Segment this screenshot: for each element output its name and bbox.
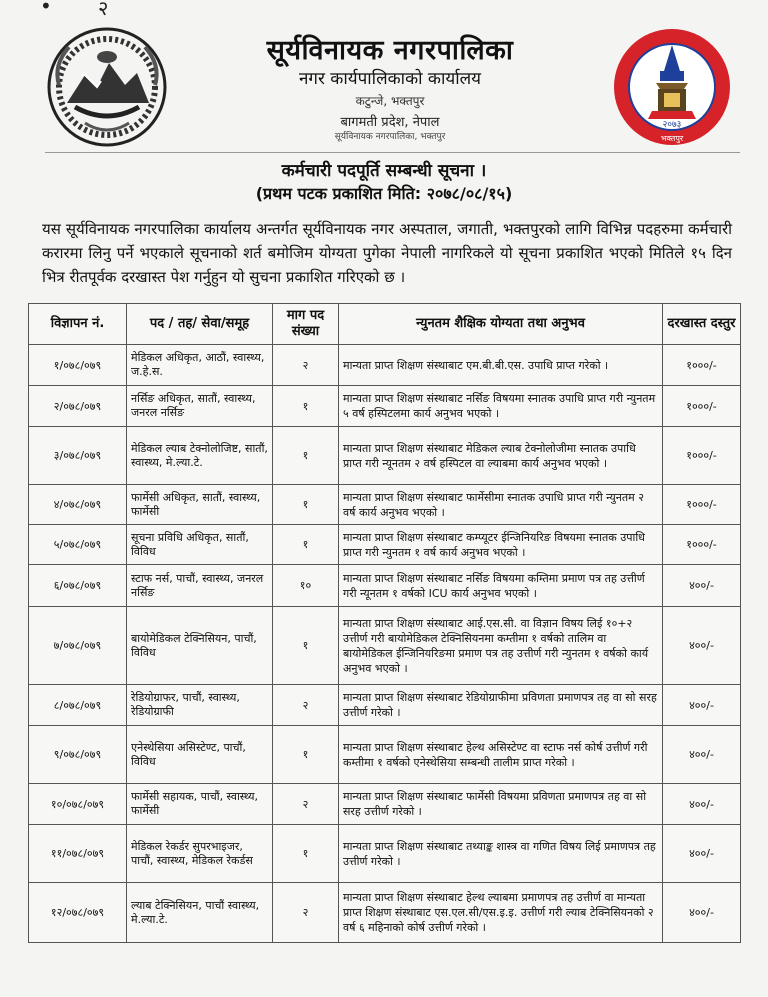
cell-demand: २: [273, 345, 339, 386]
top-left-mark: •: [40, 0, 52, 18]
cell-post: मेडिकल अधिकृत, आठौं, स्वास्थ्य, ज.हे.स.: [127, 345, 273, 386]
cell-fee: ४००/-: [663, 607, 741, 685]
cell-demand: १०: [273, 565, 339, 607]
cell-fee: १०००/-: [663, 386, 741, 427]
table-row: [29, 525, 741, 565]
cell-demand: १: [273, 386, 339, 427]
cell-qualification: मान्यता प्राप्त शिक्षण संस्थाबाट तथ्याङ्क शास्त्र वा गणित विषय लिई प्रमाणपत्र तह उत्तीर्ण गरेको ।: [339, 825, 663, 883]
municipality-title: सूर्यविनायक नगरपालिका: [266, 35, 514, 66]
cell-qualification: मान्यता प्राप्त शिक्षण संस्थाबाट एम.बी.बी.एस. उपाधि प्राप्त गरेको ।: [339, 345, 663, 386]
cell-post: सूचना प्रविधि अधिकृत, सातौं, विविध: [127, 525, 273, 565]
cell-fee: ४००/-: [663, 685, 741, 726]
cell-qualification: मान्यता प्राप्त शिक्षण संस्थाबाट हेल्थ असिस्टेण्ट वा स्टाफ नर्स कोर्ष उत्तीर्ण गरी कम्तीमा १ वर्षको एनेस्थेसिया सम्बन्धी तालीम प्राप्त गरेको ।: [339, 726, 663, 784]
notice-intro: यस सूर्यविनायक नगरपालिका कार्यालय अन्तर्गत सूर्यविनायक नगर अस्पताल, जगाती, भक्तपुरको लागि विभिन्न पदहरुमा कर्मचारी करारमा लिनु पर्ने भएकाले सूचनाको शर्त बमोजिम योग्यता पुगेका नेपाली नागरिकले यो सूचना प्रकाशित भएको मितिले १५ दिन भित्र रीतपूर्वक दरखास्त पेश गर्नुहुन यो सुचना प्रकाशित गरिएको छ ।: [42, 220, 732, 286]
table-row: [29, 784, 741, 825]
cell-ad-no: ८/०७८/०७९: [29, 685, 127, 726]
header-post: पद / तह/ सेवा/समूह: [127, 304, 273, 345]
logo-year: २०७३: [662, 120, 682, 130]
cell-ad-no: ९/०७८/०७९: [29, 726, 127, 784]
cell-fee: १०००/-: [663, 345, 741, 386]
cell-demand: १: [273, 485, 339, 525]
cell-post: मेडिकल ल्याब टेक्नोलोजिष्ट, सातौं, स्वास्थ्य, मे.ल्या.टे.: [127, 427, 273, 485]
cell-demand: १: [273, 825, 339, 883]
cell-post: फार्मेसी सहायक, पाचौं, स्वास्थ्य, फार्मेसी: [127, 784, 273, 825]
stamp-line: सूर्यविनायक नगरपालिका, भक्तपुर: [334, 132, 446, 142]
header-divider: [45, 152, 740, 153]
table-row: [29, 825, 741, 883]
cell-ad-no: ४/०७८/०७९: [29, 485, 127, 525]
header-qualification: न्युनतम शैक्षिक योग्यता तथा अनुभव: [339, 304, 663, 345]
municipality-logo-icon: [612, 27, 732, 147]
cell-post: एनेस्थेसिया असिस्टेण्ट, पाचौं, विविध: [127, 726, 273, 784]
cell-ad-no: २/०७८/०७९: [29, 386, 127, 427]
table-row: [29, 685, 741, 726]
table-header-row: [29, 304, 741, 345]
vacancy-table: [28, 303, 741, 943]
cell-demand: १: [273, 726, 339, 784]
cell-ad-no: ५/०७८/०७९: [29, 525, 127, 565]
table-row: [29, 386, 741, 427]
cell-ad-no: १/०७८/०७९: [29, 345, 127, 386]
cell-ad-no: ७/०७८/०७९: [29, 607, 127, 685]
cell-post: मेडिकल रेकर्डर सुपरभाइजर, पाचौं, स्वास्थ्य, मेडिकल रेकर्डस: [127, 825, 273, 883]
cell-qualification: मान्यता प्राप्त शिक्षण संस्थाबाट रेडियोग्राफीमा प्रविणता प्रमाणपत्र तह वा सो सरह उत्तीर्ण गरेको ।: [339, 685, 663, 726]
cell-demand: १: [273, 607, 339, 685]
address-line: कटुन्जे, भक्तपुर: [355, 94, 425, 108]
cell-fee: १०००/-: [663, 485, 741, 525]
cell-ad-no: १०/०७८/०७९: [29, 784, 127, 825]
cell-ad-no: ६/०७८/०७९: [29, 565, 127, 607]
cell-post: स्टाफ नर्स, पाचौं, स्वास्थ्य, जनरल नर्सिङ: [127, 565, 273, 607]
cell-fee: ४००/-: [663, 883, 741, 943]
cell-post: ल्याब टेक्निसियन, पाचौं स्वास्थ्य, मे.ल्या.टे.: [127, 883, 273, 943]
table-row: [29, 427, 741, 485]
cell-qualification: मान्यता प्राप्त शिक्षण संस्थाबाट मेडिकल ल्याब टेक्नोलोजीमा स्नातक उपाधि प्राप्त गरी न्यूनतम २ वर्ष हस्पिटल वा ल्याबमा कार्य अनुभव भएको ।: [339, 427, 663, 485]
cell-qualification: मान्यता प्राप्त शिक्षण संस्थाबाट नर्सिङ विषयमा स्नातक उपाधि प्राप्त गरी न्युनतम ५ वर्ष हस्पिटलमा कार्य अनुभव भएको ।: [339, 386, 663, 427]
cell-demand: २: [273, 784, 339, 825]
province-line: बागमती प्रदेश, नेपाल: [340, 115, 440, 130]
table-row: [29, 883, 741, 943]
notice-date: (प्रथम पटक प्रकाशित मिति: २०७८/०८/१५): [255, 184, 513, 203]
cell-fee: ४००/-: [663, 825, 741, 883]
cell-qualification: मान्यता प्राप्त शिक्षण संस्थाबाट फार्मेसीमा स्नातक उपाधि प्राप्त गरी न्युनतम २ वर्ष कार्य अनुभव भएको ।: [339, 485, 663, 525]
table-row: [29, 726, 741, 784]
header-ad-no: विज्ञापन नं.: [29, 304, 127, 345]
top-mark: २: [98, 0, 109, 20]
cell-demand: २: [273, 883, 339, 943]
cell-fee: ४००/-: [663, 784, 741, 825]
cell-qualification: मान्यता प्राप्त शिक्षण संस्थाबाट कम्प्यूटर ईन्जिनियरिङ विषयमा स्नातक उपाधि प्राप्त गरी न्युनतम १ वर्ष कार्य अनुभव भएको ।: [339, 525, 663, 565]
cell-qualification: मान्यता प्राप्त शिक्षण संस्थाबाट नर्सिङ विषयमा कम्तिमा प्रमाण पत्र तह उत्तीर्ण गरी न्यूनतम १ वर्षको ICU कार्य अनुभव भएको ।: [339, 565, 663, 607]
table-row: [29, 565, 741, 607]
cell-fee: ४००/-: [663, 726, 741, 784]
cell-post: बायोमेडिकल टेक्निसियन, पाचौं, विविध: [127, 607, 273, 685]
cell-fee: ४००/-: [663, 565, 741, 607]
table-row: [29, 607, 741, 685]
cell-ad-no: ११/०७८/०७९: [29, 825, 127, 883]
nepal-emblem-icon: [45, 25, 170, 150]
notice-title: कर्मचारी पदपूर्ति सम्बन्धी सूचना ।: [281, 161, 487, 181]
cell-qualification: मान्यता प्राप्त शिक्षण संस्थाबाट फार्मेसी विषयमा प्रविणता प्रमाणपत्र तह वा सो सरह उत्तीर्ण गरेको ।: [339, 784, 663, 825]
cell-ad-no: ३/०७८/०७९: [29, 427, 127, 485]
cell-post: फार्मेसी अधिकृत, सातौं, स्वास्थ्य, फार्मेसी: [127, 485, 273, 525]
cell-fee: १०००/-: [663, 427, 741, 485]
table-row: [29, 485, 741, 525]
header-demand: माग पद संख्या: [273, 304, 339, 345]
cell-demand: १: [273, 525, 339, 565]
cell-ad-no: १२/०७८/०७९: [29, 883, 127, 943]
table-row: [29, 345, 741, 386]
logo-place: भक्तपुर: [660, 134, 684, 143]
header-fee: दरखास्त दस्तुर: [663, 304, 741, 345]
cell-fee: १०००/-: [663, 525, 741, 565]
cell-qualification: मान्यता प्राप्त शिक्षण संस्थाबाट हेल्थ ल्याबमा प्रमाणपत्र तह उत्तीर्ण वा मान्यता प्राप्त शिक्षण संस्थाबाट एस.एल.सी/एस.इ.इ. उत्तीर्ण गरी ल्याब टेक्निसियनको २ वर्ष ६ महिनाको कोर्ष उत्तीर्ण गरेको ।: [339, 883, 663, 943]
office-subtitle: नगर कार्यपालिकाको कार्यालय: [298, 69, 482, 89]
cell-demand: १: [273, 427, 339, 485]
cell-demand: २: [273, 685, 339, 726]
cell-qualification: मान्यता प्राप्त शिक्षण संस्थाबाट आई.एस.सी. वा विज्ञान विषय लिई १०+२ उत्तीर्ण गरी बायोमेडिकल टेक्निसियनमा कम्तीमा १ वर्षको तालिम वा बायोमेडिकल ईन्जिनियरिङमा प्रमाण पत्र तह उत्तीर्ण गरी न्युनतम १ वर्षको कार्य अनुभव भएको ।: [339, 607, 663, 685]
cell-post: नर्सिङ अधिकृत, सातौं, स्वास्थ्य, जनरल नर्सिङ: [127, 386, 273, 427]
cell-post: रेडियोग्राफर, पाचौं, स्वास्थ्य, रेडियोग्राफी: [127, 685, 273, 726]
